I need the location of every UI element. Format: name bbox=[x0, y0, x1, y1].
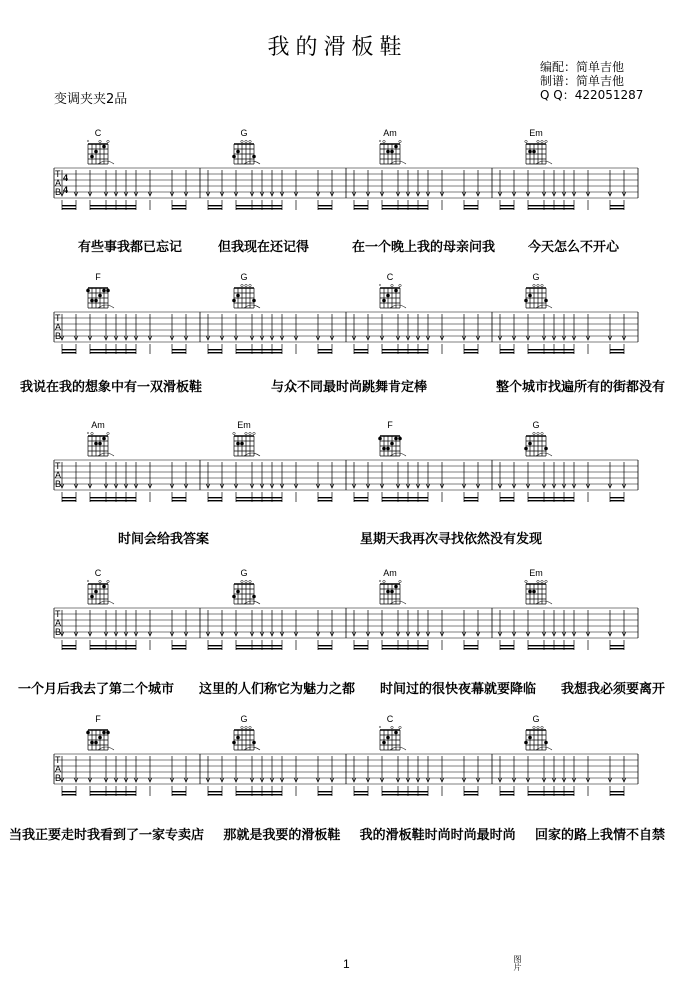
note-beam bbox=[464, 794, 478, 795]
chord-diagram bbox=[214, 128, 274, 168]
note-beam bbox=[354, 205, 368, 206]
chord-diagram-grid bbox=[523, 282, 549, 312]
chord-diagram bbox=[360, 568, 420, 608]
chord-name: C bbox=[94, 568, 102, 578]
chord-diagram-grid bbox=[523, 724, 549, 754]
chord-name: Em bbox=[529, 128, 543, 138]
note-beam bbox=[318, 794, 332, 795]
tab-clef-letter: A bbox=[55, 178, 62, 188]
chord-diagram-grid bbox=[231, 724, 257, 754]
chord-diagram-grid bbox=[231, 430, 257, 460]
note-beam bbox=[62, 208, 76, 209]
note-beam bbox=[236, 352, 282, 353]
tab-system bbox=[0, 420, 675, 550]
note-beam bbox=[62, 794, 76, 795]
note-beam bbox=[62, 648, 76, 649]
note-beam bbox=[90, 205, 136, 206]
lyric-phrase: 时间过的很快夜幕就要降临 bbox=[380, 682, 537, 697]
note-beam bbox=[528, 497, 574, 498]
note-beam bbox=[382, 205, 428, 206]
chord-diagram-grid bbox=[523, 138, 549, 168]
note-beam bbox=[318, 205, 332, 206]
chord-diagram-grid bbox=[231, 578, 257, 608]
chord-name: G bbox=[240, 128, 248, 138]
note-beam bbox=[500, 645, 514, 646]
chord-diagram bbox=[68, 272, 128, 312]
note-beam bbox=[318, 497, 332, 498]
tab-system bbox=[0, 272, 675, 402]
tab-clef-letter: B bbox=[55, 331, 62, 341]
chord-diagram bbox=[214, 568, 274, 608]
chord-diagram bbox=[506, 272, 566, 312]
chord-diagram-grid bbox=[85, 578, 111, 608]
note-beam bbox=[464, 352, 478, 353]
note-beam bbox=[610, 500, 624, 501]
credit-qq: Q Q：422051287 bbox=[540, 88, 644, 102]
lyric-phrase: 时间会给我答案 bbox=[118, 532, 210, 547]
note-beam bbox=[610, 794, 624, 795]
tab-clef-letter: B bbox=[55, 627, 62, 637]
chord-diagram bbox=[506, 420, 566, 460]
chord-diagram bbox=[68, 128, 128, 168]
chord-diagram bbox=[506, 568, 566, 608]
note-beam bbox=[208, 645, 222, 646]
page-number: 1 bbox=[343, 957, 350, 971]
note-beam bbox=[172, 500, 186, 501]
note-beam bbox=[500, 205, 514, 206]
note-beam bbox=[382, 791, 428, 792]
note-beam bbox=[318, 500, 332, 501]
lyric-phrase: 一个月后我去了第二个城市 bbox=[18, 682, 175, 697]
lyric-phrase: 这里的人们称它为魅力之都 bbox=[199, 682, 356, 697]
tab-clef-letter: T bbox=[55, 755, 61, 765]
note-beam bbox=[354, 791, 368, 792]
chord-diagram-grid bbox=[377, 138, 403, 168]
note-beam bbox=[236, 794, 282, 795]
note-beam bbox=[382, 794, 428, 795]
note-beam bbox=[62, 352, 76, 353]
note-beam bbox=[318, 648, 332, 649]
chord-name: C bbox=[386, 272, 394, 282]
note-beam bbox=[354, 208, 368, 209]
lyric-phrase: 但我现在还记得 bbox=[218, 240, 310, 255]
chord-name: Am bbox=[383, 568, 397, 578]
lyric-phrase: 回家的路上我情不自禁 bbox=[535, 828, 666, 843]
note-beam bbox=[62, 205, 76, 206]
note-beam bbox=[500, 497, 514, 498]
note-beam bbox=[528, 791, 574, 792]
note-beam bbox=[90, 645, 136, 646]
note-beam bbox=[500, 794, 514, 795]
note-beam bbox=[90, 497, 136, 498]
note-beam bbox=[500, 352, 514, 353]
note-beam bbox=[318, 791, 332, 792]
note-beam bbox=[528, 794, 574, 795]
lyric-phrase: 有些事我都已忘记 bbox=[78, 240, 183, 255]
note-beam bbox=[90, 791, 136, 792]
note-beam bbox=[464, 497, 478, 498]
note-beam bbox=[610, 352, 624, 353]
note-beam bbox=[172, 648, 186, 649]
chord-diagram-grid bbox=[377, 282, 403, 312]
note-beam bbox=[354, 794, 368, 795]
time-signature-digit: 4 bbox=[63, 173, 69, 183]
chord-diagram bbox=[214, 420, 274, 460]
note-beam bbox=[208, 352, 222, 353]
note-beam bbox=[464, 349, 478, 350]
credits bbox=[540, 60, 643, 102]
chord-name: G bbox=[532, 420, 540, 430]
note-beam bbox=[236, 791, 282, 792]
chord-name: C bbox=[386, 714, 394, 724]
note-beam bbox=[528, 352, 574, 353]
note-beam bbox=[610, 791, 624, 792]
note-beam bbox=[610, 645, 624, 646]
chord-name: G bbox=[240, 714, 248, 724]
chord-diagram-grid bbox=[85, 430, 111, 460]
svg-text:×: × bbox=[86, 138, 90, 144]
note-beam bbox=[382, 349, 428, 350]
note-beam bbox=[528, 648, 574, 649]
note-beam bbox=[62, 497, 76, 498]
time-signature-digit: 4 bbox=[63, 185, 69, 195]
note-beam bbox=[208, 208, 222, 209]
chord-diagram-grid bbox=[85, 282, 111, 312]
note-beam bbox=[172, 349, 186, 350]
note-beam bbox=[500, 791, 514, 792]
chord-diagram bbox=[214, 714, 274, 754]
note-beam bbox=[528, 208, 574, 209]
chord-diagram-grid bbox=[231, 282, 257, 312]
note-beam bbox=[172, 794, 186, 795]
side-mark bbox=[513, 955, 521, 971]
tab-clef-letter: T bbox=[55, 461, 61, 471]
note-beam bbox=[172, 352, 186, 353]
chord-diagram bbox=[360, 272, 420, 312]
chord-diagram-grid bbox=[85, 724, 111, 754]
note-beam bbox=[610, 205, 624, 206]
chord-diagram bbox=[360, 714, 420, 754]
chord-name: C bbox=[94, 128, 102, 138]
note-beam bbox=[208, 500, 222, 501]
note-beam bbox=[354, 349, 368, 350]
note-beam bbox=[208, 794, 222, 795]
note-beam bbox=[236, 500, 282, 501]
note-beam bbox=[528, 205, 574, 206]
note-beam bbox=[500, 208, 514, 209]
note-beam bbox=[90, 648, 136, 649]
note-beam bbox=[500, 349, 514, 350]
chord-diagram-grid bbox=[377, 430, 403, 460]
note-beam bbox=[172, 205, 186, 206]
note-beam bbox=[318, 349, 332, 350]
note-beam bbox=[528, 349, 574, 350]
lyric-phrase: 在一个晚上我的母亲问我 bbox=[352, 240, 496, 255]
lyric-phrase: 整个城市找遍所有的街都没有 bbox=[496, 380, 666, 395]
chord-diagram-grid bbox=[377, 724, 403, 754]
note-beam bbox=[172, 497, 186, 498]
tab-clef-letter: A bbox=[55, 322, 62, 332]
note-beam bbox=[354, 500, 368, 501]
note-beam bbox=[382, 208, 428, 209]
chord-diagram-grid bbox=[523, 430, 549, 460]
chord-name: F bbox=[95, 714, 101, 724]
tab-clef-letter: T bbox=[55, 609, 61, 619]
note-beam bbox=[236, 208, 282, 209]
note-beam bbox=[172, 791, 186, 792]
chord-diagram bbox=[68, 714, 128, 754]
svg-text:×: × bbox=[378, 282, 382, 288]
capo-note: 变调夹夹2品 bbox=[54, 92, 128, 107]
tab-clef-letter: A bbox=[55, 764, 62, 774]
chord-diagram bbox=[360, 420, 420, 460]
note-beam bbox=[236, 648, 282, 649]
lyric-phrase: 今天怎么不开心 bbox=[528, 240, 620, 255]
chord-diagram bbox=[506, 128, 566, 168]
svg-text:×: × bbox=[378, 138, 382, 144]
chord-diagram-grid bbox=[523, 578, 549, 608]
tab-system bbox=[0, 128, 675, 258]
note-beam bbox=[236, 349, 282, 350]
note-beam bbox=[354, 497, 368, 498]
chord-diagram-grid bbox=[231, 138, 257, 168]
note-beam bbox=[90, 794, 136, 795]
lyric-phrase: 我说在我的想象中有一双滑板鞋 bbox=[20, 380, 203, 395]
chord-name: F bbox=[95, 272, 101, 282]
note-beam bbox=[382, 648, 428, 649]
note-beam bbox=[464, 648, 478, 649]
note-beam bbox=[208, 349, 222, 350]
note-beam bbox=[90, 208, 136, 209]
credit-arranger: 编配：简单吉他 bbox=[540, 60, 625, 74]
song-title: 我的滑板鞋 bbox=[267, 35, 408, 60]
note-beam bbox=[90, 349, 136, 350]
note-beam bbox=[236, 205, 282, 206]
tab-clef-letter: T bbox=[55, 313, 61, 323]
note-beam bbox=[208, 648, 222, 649]
tab-clef-letter: A bbox=[55, 470, 62, 480]
chord-diagram bbox=[68, 568, 128, 608]
lyric-phrase: 星期天我再次寻找依然没有发现 bbox=[360, 532, 543, 547]
chord-diagram bbox=[506, 714, 566, 754]
tab-clef-letter: B bbox=[55, 187, 62, 197]
note-beam bbox=[208, 497, 222, 498]
note-beam bbox=[318, 208, 332, 209]
note-beam bbox=[382, 497, 428, 498]
lyric-phrase: 与众不同最时尚跳舞肯定棒 bbox=[271, 380, 428, 395]
note-beam bbox=[236, 645, 282, 646]
note-beam bbox=[610, 648, 624, 649]
svg-text:×: × bbox=[378, 578, 382, 584]
chord-diagram-grid bbox=[85, 138, 111, 168]
note-beam bbox=[354, 645, 368, 646]
note-beam bbox=[354, 648, 368, 649]
note-beam bbox=[464, 205, 478, 206]
chord-diagram bbox=[360, 128, 420, 168]
note-beam bbox=[382, 500, 428, 501]
note-beam bbox=[464, 500, 478, 501]
tab-clef-letter: T bbox=[55, 169, 61, 179]
note-beam bbox=[382, 645, 428, 646]
note-beam bbox=[464, 791, 478, 792]
side-mark-text: 图片 bbox=[513, 955, 522, 971]
note-beam bbox=[528, 500, 574, 501]
note-beam bbox=[90, 500, 136, 501]
note-beam bbox=[318, 645, 332, 646]
svg-text:×: × bbox=[86, 578, 90, 584]
note-beam bbox=[500, 500, 514, 501]
chord-diagram bbox=[68, 420, 128, 460]
chord-name: F bbox=[387, 420, 393, 430]
lyric-phrase: 当我正要走时我看到了一家专卖店 bbox=[9, 828, 205, 843]
note-beam bbox=[62, 500, 76, 501]
chord-name: Am bbox=[383, 128, 397, 138]
svg-text:×: × bbox=[378, 724, 382, 730]
chord-name: G bbox=[240, 568, 248, 578]
note-beam bbox=[172, 645, 186, 646]
note-beam bbox=[610, 349, 624, 350]
tab-clef-letter: B bbox=[55, 479, 62, 489]
chord-name: G bbox=[532, 272, 540, 282]
chord-name: Em bbox=[237, 420, 251, 430]
note-beam bbox=[610, 497, 624, 498]
note-beam bbox=[208, 205, 222, 206]
lyric-phrase: 我想我必须要离开 bbox=[561, 682, 666, 697]
svg-text:×: × bbox=[86, 430, 90, 436]
lyric-phrase: 我的滑板鞋时尚时尚最时尚 bbox=[359, 828, 516, 843]
tab-system bbox=[0, 714, 675, 844]
chord-diagram-grid bbox=[377, 578, 403, 608]
note-beam bbox=[528, 645, 574, 646]
chord-name: G bbox=[240, 272, 248, 282]
note-beam bbox=[62, 349, 76, 350]
note-beam bbox=[464, 208, 478, 209]
credit-transcriber: 制谱：简单吉他 bbox=[540, 74, 625, 88]
note-beam bbox=[62, 645, 76, 646]
note-beam bbox=[610, 208, 624, 209]
tab-system bbox=[0, 568, 675, 698]
note-beam bbox=[354, 352, 368, 353]
note-beam bbox=[62, 791, 76, 792]
note-beam bbox=[318, 352, 332, 353]
chord-name: Em bbox=[529, 568, 543, 578]
note-beam bbox=[236, 497, 282, 498]
note-beam bbox=[464, 645, 478, 646]
note-beam bbox=[172, 208, 186, 209]
tab-clef-letter: A bbox=[55, 618, 62, 628]
tab-clef-letter: B bbox=[55, 773, 62, 783]
note-beam bbox=[208, 791, 222, 792]
note-beam bbox=[382, 352, 428, 353]
note-beam bbox=[500, 648, 514, 649]
lyric-phrase: 那就是我要的滑板鞋 bbox=[223, 828, 341, 843]
chord-name: Am bbox=[91, 420, 105, 430]
chord-diagram bbox=[214, 272, 274, 312]
chord-name: G bbox=[532, 714, 540, 724]
note-beam bbox=[90, 352, 136, 353]
